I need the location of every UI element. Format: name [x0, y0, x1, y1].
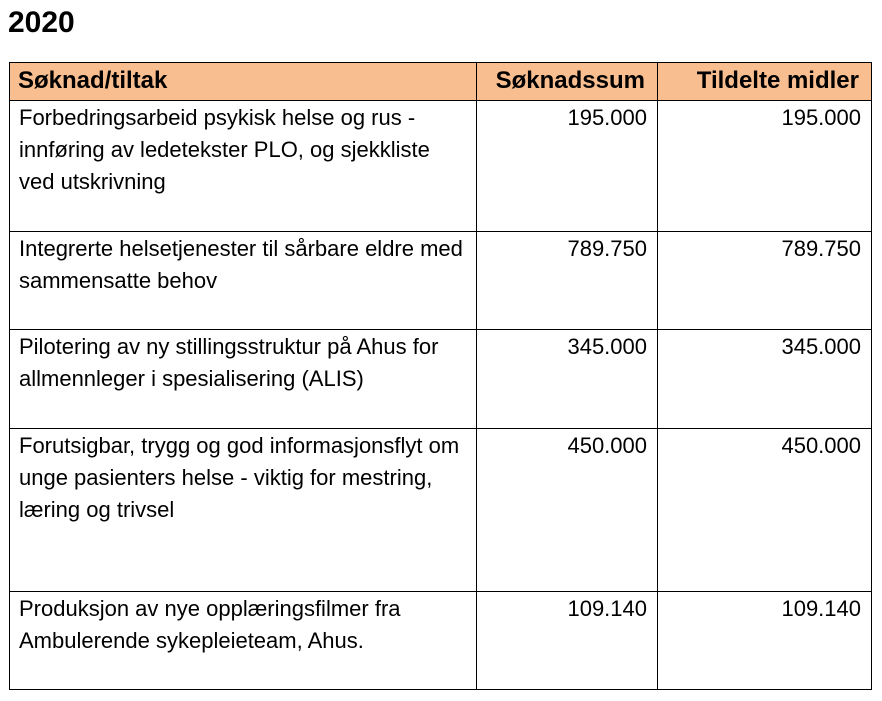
table-row: [10, 232, 872, 330]
cell-tiltak: Forbedringsarbeid psykisk helse og rus - innføring av ledetekster PLO, og sjekkliste ved utskrivning: [10, 101, 477, 232]
column-header-tiltak: Søknad/tiltak: [10, 63, 477, 101]
grants-table: [9, 62, 872, 690]
cell-tildelte-midler: 345.000: [658, 330, 872, 429]
cell-tildelte-midler: 450.000: [658, 429, 872, 592]
cell-soknadssum: 789.750: [477, 232, 658, 330]
column-header-tildelte-midler: Tildelte midler: [658, 63, 872, 101]
table-body: [10, 101, 872, 690]
cell-tildelte-midler: 195.000: [658, 101, 872, 232]
table-row: [10, 101, 872, 232]
cell-soknadssum: 109.140: [477, 592, 658, 690]
cell-tiltak: Forutsigbar, trygg og god informasjonsflyt om unge pasienters helse - viktig for mestring, læring og trivsel: [10, 429, 477, 592]
table-row: [10, 592, 872, 690]
cell-tiltak: Produksjon av nye opplæringsfilmer fra Ambulerende sykepleieteam, Ahus.: [10, 592, 477, 690]
cell-tiltak: Integrerte helsetjenester til sårbare eldre med sammensatte behov: [10, 232, 477, 330]
table-header: [10, 63, 872, 101]
header-row: [10, 63, 872, 101]
cell-soknadssum: 345.000: [477, 330, 658, 429]
cell-soknadssum: 450.000: [477, 429, 658, 592]
cell-tiltak: Pilotering av ny stillingsstruktur på Ahus for allmennleger i spesialisering (ALIS): [10, 330, 477, 429]
table-row: [10, 330, 872, 429]
cell-tildelte-midler: 789.750: [658, 232, 872, 330]
table-row: [10, 429, 872, 592]
year-heading: 2020: [8, 6, 75, 39]
cell-tildelte-midler: 109.140: [658, 592, 872, 690]
cell-soknadssum: 195.000: [477, 101, 658, 232]
column-header-soknadssum: Søknadssum: [477, 63, 658, 101]
